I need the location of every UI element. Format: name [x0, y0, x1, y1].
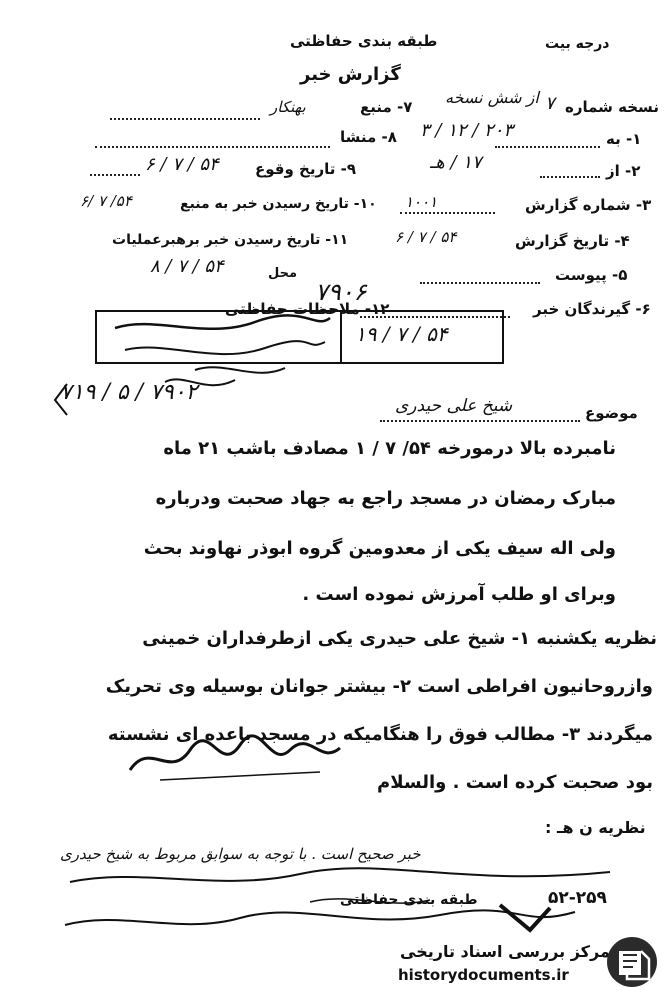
body-line-6: وازروحانیون افراطی است ۲- بیشتر جوانان بوسیله وی تحریک [105, 676, 653, 697]
event-date-dots [90, 174, 140, 176]
degree-label: درجه بیت [545, 36, 610, 52]
report-date-value: ۵۴ / ۷ / ۶ [395, 228, 457, 246]
margin-number: ۷۱۹ / ۵ / ۷۹۰۲ [60, 380, 198, 405]
source-dots [110, 118, 260, 120]
ops-date-label: ۱۱- تاریخ رسیدن خبر برهبرعملیات [112, 232, 349, 248]
received-date-value: ۵۴/ ۷ /۶ [80, 192, 132, 210]
body-line-5: نظریه یکشنبه ۱- شیخ علی حیدری یکی ازطرفداران خمینی [142, 628, 657, 649]
source-value: بهنکار [270, 98, 306, 116]
subject-dots [380, 420, 580, 422]
ops-date-value: ۵۴ / ۷ / ۸ [150, 256, 224, 277]
from-dots [540, 176, 600, 178]
classification-header: طبقه بندی حفاظتی [290, 32, 438, 50]
footer-handwriting [60, 900, 580, 940]
body-line-7: میگردند ۳- مطالب فوق را هنگامیکه در مسجد باعده ای نشسته [107, 724, 653, 745]
to-label: ۱- به [606, 130, 642, 148]
watermark-name: مرکز بررسی اسناد تاریخی [400, 942, 610, 961]
origin-dots [95, 146, 330, 148]
copy-no-label: نسخه شماره [565, 98, 659, 116]
received-date-label: ۱۰- تاریخ رسیدن خبر به منبع [180, 196, 377, 212]
event-date-label: ۹- تاریخ وقوع [255, 160, 356, 178]
attachment-label: ۵- پیوست [555, 266, 628, 284]
footer-classification: طبقه بندی حفاظتی [340, 892, 478, 908]
body-line-3: ولی اله سیف یکی از معدومین گروه ابوذر نهاوند بحث [143, 538, 616, 559]
margin-bracket [45, 380, 75, 440]
watermark-url: historydocuments.ir [398, 966, 569, 984]
archive-logo-icon [605, 935, 660, 990]
opinion-label: نظریه ن هـ : [545, 818, 646, 837]
place-label: محل [268, 266, 298, 281]
footer-code: ۵۲-۲۵۹ [548, 888, 607, 908]
report-no-value: ۱۰۰۱ [405, 193, 438, 211]
recipients-label: ۶- گیرندگان خبر [533, 300, 651, 318]
subject-value: شیخ علی حیدری [395, 396, 513, 416]
body-line-2: مبارک رمضان در مسجد راجع به جهاد صحبت ودرباره [155, 488, 616, 509]
report-no-dots [400, 212, 495, 214]
source-label: ۷- منبع [360, 98, 413, 116]
to-dots [495, 146, 600, 148]
event-date-value: ۵۴ / ۷ / ۶ [145, 154, 219, 175]
origin-label: ۸- منشا [340, 128, 397, 146]
to-value: ۲۰۳ / ۱۲ / ۳ [420, 120, 514, 141]
copy-no-value: ۷ [545, 93, 555, 114]
signature [120, 730, 350, 790]
stamp-date: ۵۴ / ۷ / ۱۹ [355, 322, 448, 346]
copies-value: از شش نسخه [445, 88, 539, 107]
report-no-label: ۳- شماره گزارش [525, 196, 652, 214]
handwritten-note: خبر صحیح است . با توجه به سوابق مربوط به شیخ حیدری [60, 845, 421, 863]
report-date-label: ۴- تاریخ گزارش [515, 232, 630, 250]
body-line-1: نامبرده بالا درمورخه ۵۴/ ۷ / ۱ مصادف باشب ۲۱ ماه [163, 438, 616, 459]
attachment-dots [420, 282, 540, 284]
from-value: ۱۷ / هـ [430, 152, 482, 173]
body-line-8: بود صحبت کرده است . والسلام [377, 772, 653, 793]
document-title: گزارش خبر [300, 64, 401, 85]
from-label: ۲- از [606, 162, 641, 180]
remarks-label: ۱۲- ملاحظات حفاظتی [225, 300, 390, 318]
body-line-4: وبرای او طلب آمرزش نموده است . [302, 584, 616, 605]
stamp-number: ۷۹۰۶ [315, 278, 367, 306]
subject-label: موضوع [585, 404, 638, 422]
